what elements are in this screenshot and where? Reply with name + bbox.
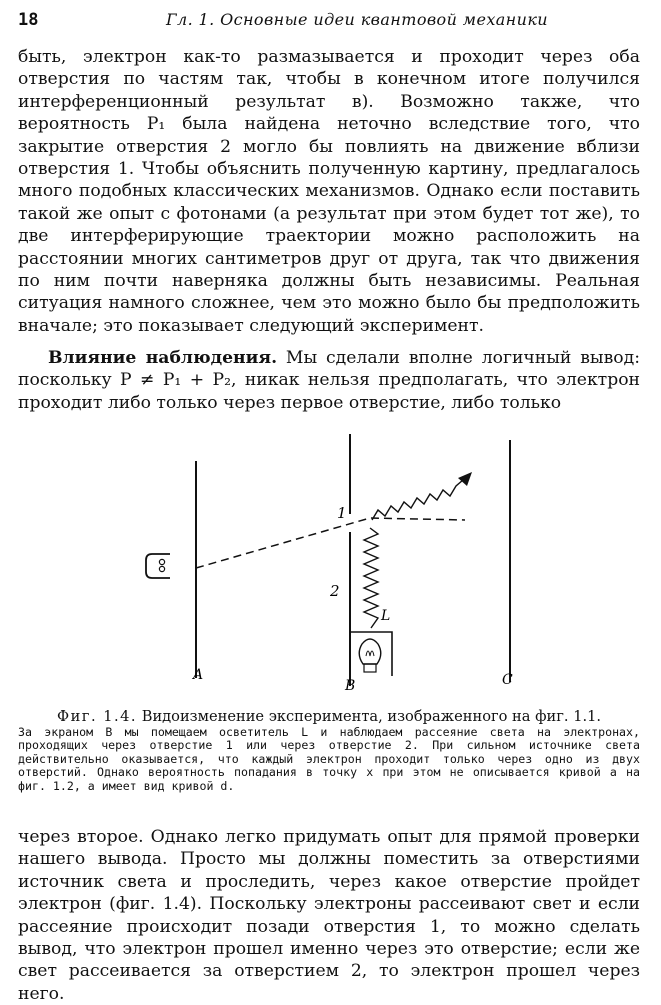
label-c: C [502, 672, 513, 688]
lamp-bulb [359, 639, 381, 672]
section-runin-heading: Влияние наблюдения. [48, 348, 278, 368]
label-b: B [345, 678, 356, 694]
photon-arrowhead [458, 472, 472, 486]
scattered-photon [372, 480, 463, 520]
running-head: Гл. 1. Основные идеи квантовой механики [166, 10, 548, 29]
caption-label: Фиг. 1.4. [56, 708, 138, 725]
figure-caption [18, 708, 640, 725]
paragraph-3: через второе. Однако легко придумать опыт для прямой проверки нашего вывода. Просто мы должны поместить за отверстиями источник света и проследить, через какое отверстие пройдет электрон (фиг. 1.4). Поскольку электроны рассеивают свет и если рассеяние происходит позади отверстия 1, то можно сделать вывод, что электрон прошел именно через это отверстие; если же свет рассеивается за отверстием 2, то электрон прошел через него. [18, 827, 640, 1004]
paragraph-2 [18, 347, 640, 414]
page-number: 18 [18, 10, 39, 30]
photon-from-lamp [364, 528, 378, 628]
figure-1-4 [0, 428, 661, 698]
electron-gun [146, 554, 170, 578]
electron-gun-coil [159, 566, 164, 571]
page-header [18, 10, 640, 36]
experiment-diagram [0, 428, 661, 698]
electron-gun-coil [159, 559, 164, 564]
label-a: A [193, 667, 204, 683]
label-l: L [381, 608, 391, 624]
label-hole-1: 1 [337, 504, 347, 522]
label-hole-2: 2 [330, 582, 340, 600]
paragraph-1: быть, электрон как-то размазывается и проходит через оба отверстия по частям так, чтобы в конечном итоге получился интерференционный результат в). Возможно также, что вероятность P₁ была найдена неточно вследствие того, что закрытие отверстия 2 могло бы повлиять на движение вблизи отверстия 1. Чтобы объяснить полученную картину, предлагалось много подобных классических механизмов. Однако если поставить такой же опыт с фотонами (а результат при этом будет тот же), то две интерферирующие траектории можно расположить на расстоянии многих сантиметров друг от друга, так что движения по ним почти наверняка должны быть независимы. Реальная ситуация намного сложнее, чем это можно было бы предположить вначале; это показывает следующий эксперимент. [18, 47, 640, 336]
paragraph-2-text: Мы сделали вполне логичный вывод: поскольку P ≠ P₁ + P₂, никак нельзя предполагать, что электрон проходит либо только через первое отверстие, либо только [18, 348, 640, 413]
caption-title: Видоизменение эксперимента, изображенного на фиг. 1.1. [137, 708, 602, 725]
figure-caption-text: За экраном B мы помещаем осветитель L и наблюдаем рассеяние света на электронах, проходящих через отверстие 1 или через отверстие 2. При сильном источнике света действительно оказывается, что каждый электрон проходит только через одно из двух отверстий. Однако вероятность попадания в точку x при этом не описывается кривой a на фиг. 1.2, а имеет вид кривой d. [18, 725, 640, 793]
electron-path [196, 518, 465, 568]
